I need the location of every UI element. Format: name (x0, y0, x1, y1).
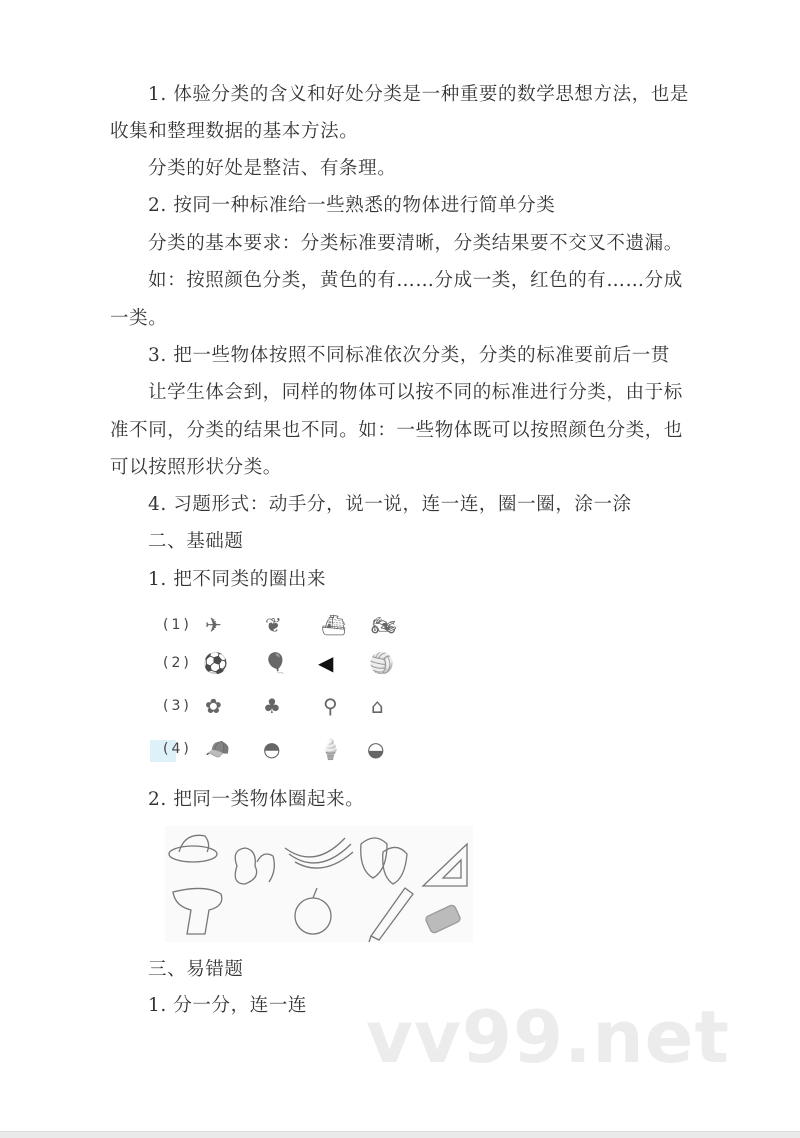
house-icon: ⌂ (371, 694, 384, 718)
row-label: (2) (163, 655, 192, 671)
pencil-drawing (369, 888, 413, 942)
shuttlecock-icon: ◀ (318, 651, 334, 675)
objects-illustration (165, 826, 473, 942)
triangle-ruler-drawing (423, 844, 467, 886)
paragraph-line: 准不同，分类的结果也不同。如：一些物体既可以按照颜色分类，也 (110, 420, 684, 441)
row-label: (3) (163, 698, 192, 714)
exercise-row (163, 694, 423, 724)
watermark: vv99.net (366, 995, 730, 1079)
paragraph-line: 4. 习题形式：动手分，说一说，连一连，圈一圈，涂一涂 (148, 494, 632, 515)
paragraph-line: 一类。 (110, 308, 168, 329)
exercise-row (163, 737, 423, 767)
exercise-row (163, 651, 423, 681)
paragraph-line: 分类的好处是整洁、有条理。 (148, 158, 397, 179)
ship-icon: ⛴ (321, 613, 347, 637)
question-title: 2. 把同一类物体圈起来。 (148, 789, 365, 810)
palm-tree-icon: ✿ (205, 694, 222, 718)
bananas-drawing (285, 838, 353, 868)
scarf-drawing (173, 888, 222, 934)
paragraph-line: 如：按照颜色分类，黄色的有……分成一类，红色的有……分成 (148, 270, 683, 291)
paragraph-line: 1. 体验分类的含义和好处分类是一种重要的数学思想方法，也是 (148, 84, 690, 105)
question-title: 1. 分一分，连一连 (148, 995, 308, 1016)
mittens-drawing (235, 848, 274, 884)
strawberries-drawing (361, 838, 407, 884)
cap-icon: 🧢 (205, 737, 230, 761)
hat-drawing (169, 835, 217, 862)
motorcycle-icon: 🏍 (371, 613, 397, 637)
section-heading: 三、易错题 (148, 959, 244, 980)
eraser-drawing (425, 904, 462, 934)
row-label: (1) (163, 617, 192, 633)
exercise-row (163, 613, 423, 643)
section-heading: 二、基础题 (148, 531, 244, 552)
paragraph-line: 分类的基本要求：分类标准要清晰，分类结果要不交叉不遗漏。 (148, 233, 683, 254)
paragraph-line: 让学生体会到，同样的物体可以按不同的标准进行分类，由于标 (148, 382, 683, 403)
volleyball-icon: 🏐 (369, 651, 394, 675)
round-tree-icon: ⚲ (323, 694, 338, 718)
pine-tree-icon: ♣ (263, 694, 281, 718)
soccer-ball-icon: ⚽ (203, 651, 228, 675)
ice-cream-icon: 🍦 (318, 737, 343, 761)
row-label: (4) (163, 741, 192, 757)
question-title: 1. 把不同类的圈出来 (148, 569, 327, 590)
apple-drawing (295, 888, 331, 934)
paragraph-line: 2. 按同一种标准给一些熟悉的物体进行简单分类 (148, 195, 556, 216)
paragraph-line: 3. 把一些物体按照不同标准依次分类，分类的标准要前后一贯 (148, 345, 670, 366)
hat-icon: ◓ (263, 737, 281, 761)
airplane-icon: ✈ (205, 613, 222, 637)
bird-icon: ❦ (265, 613, 282, 637)
cookie-icon: ◒ (367, 737, 385, 761)
paragraph-line: 可以按照形状分类。 (110, 457, 282, 478)
balloon-icon: 🎈 (263, 651, 288, 675)
paragraph-line: 收集和整理数据的基本方法。 (110, 121, 359, 142)
